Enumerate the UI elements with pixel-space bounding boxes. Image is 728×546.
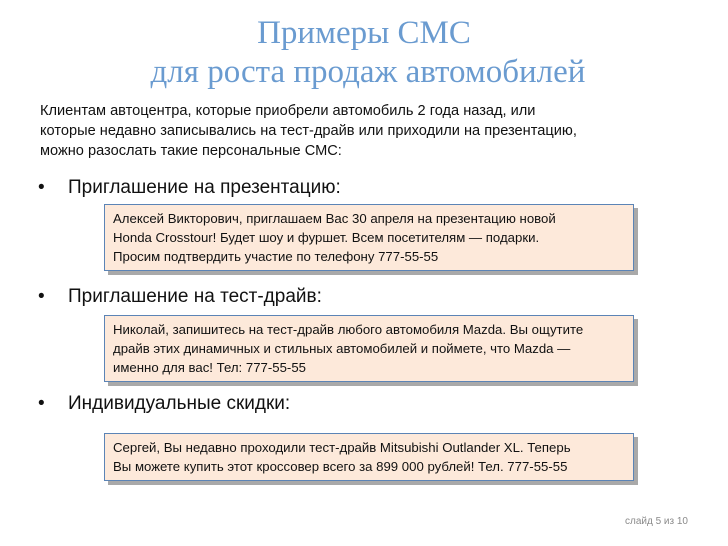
section-heading-text: Приглашение на тест-драйв: [68, 286, 322, 307]
sms-example-presentation [104, 204, 634, 271]
sms-example-test-drive [104, 315, 634, 382]
sms-line: Вы можете купить этот кроссовер всего за 899 000 рублей! Тел. 777-55-55 [113, 459, 568, 474]
sms-line: драйв этих динамичных и стильных автомобилей и поймете, что Mazda — [113, 341, 571, 356]
intro-line: Клиентам автоцентра, которые приобрели автомобиль 2 года назад, или [40, 103, 536, 119]
intro-line: можно разослать такие персональные СМС: [40, 143, 342, 159]
intro-text [40, 101, 700, 161]
bullet-icon: • [38, 177, 45, 198]
section-heading-presentation [38, 177, 341, 199]
slide-title [0, 14, 728, 92]
bullet-icon: • [38, 393, 45, 414]
section-heading-text: Индивидуальные скидки: [68, 393, 291, 414]
slide-title-line-1: Примеры СМС [257, 15, 471, 51]
intro-line: которые недавно записывались на тест-драйв или приходили на презентацию, [40, 123, 577, 139]
sms-line: Сергей, Вы недавно проходили тест-драйв Mitsubishi Outlander XL. Теперь [113, 440, 571, 455]
sms-line: Просим подтвердить участие по телефону 777-55-55 [113, 249, 439, 264]
section-heading-discounts [38, 393, 290, 415]
slide-counter: слайд 5 из 10 [624, 516, 688, 527]
sms-line: Honda Crosstour! Будет шоу и фуршет. Всем посетителям — подарки. [113, 230, 540, 245]
sms-line: Алексей Викторович, приглашаем Вас 30 апреля на презентацию новой [113, 211, 556, 226]
sms-example-discount [104, 433, 634, 481]
sms-line: именно для вас! Тел: 777-55-55 [113, 360, 306, 375]
section-heading-test-drive [38, 286, 322, 308]
section-heading-text: Приглашение на презентацию: [68, 177, 341, 198]
sms-line: Николай, запишитесь на тест-драйв любого автомобиля Mazda. Вы ощутите [113, 322, 584, 337]
slide-title-line-2: для роста продаж автомобилей [150, 54, 586, 90]
bullet-icon: • [38, 286, 45, 307]
